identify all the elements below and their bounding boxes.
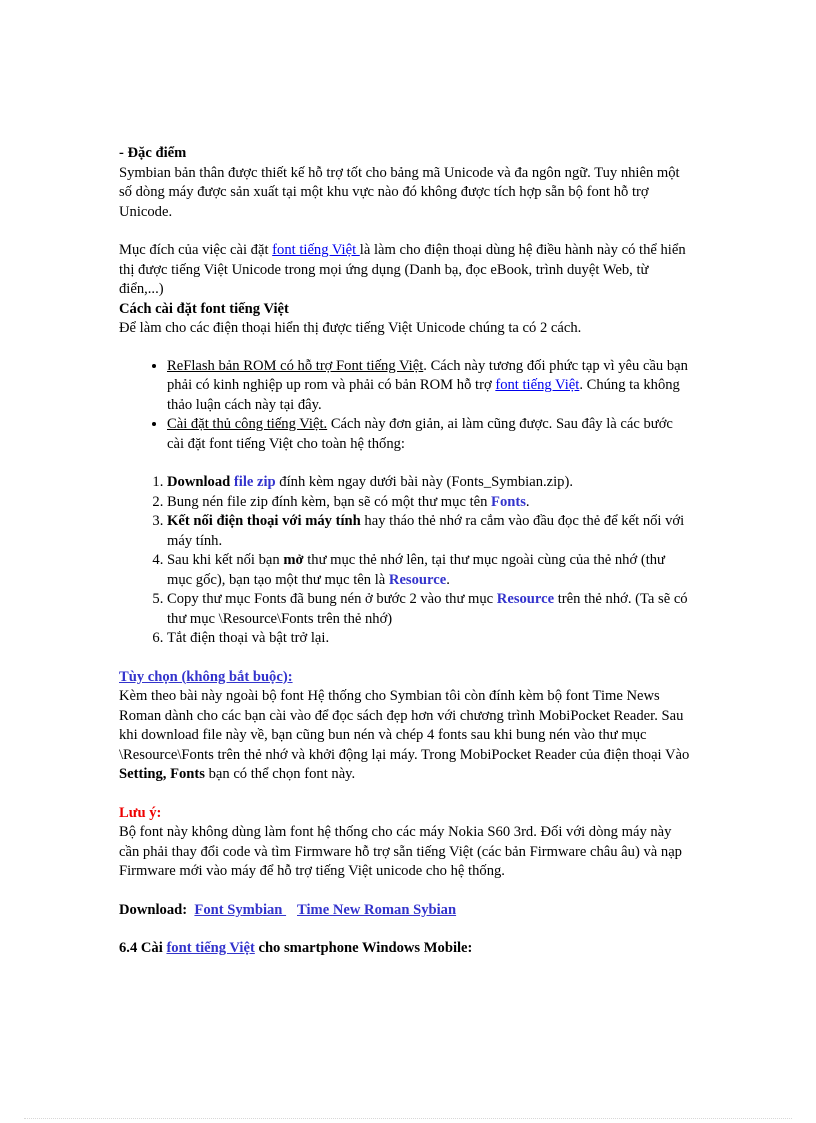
list-item: 1. Download file zip đính kèm ngay dưới bài này (Fonts_Symbian.zip).: [167, 473, 691, 493]
tuy-chon-paragraph: Kèm theo bài này ngoài bộ font Hệ thống cho Symbian tôi còn đính kèm bộ font Time News Roman dành cho các bạn cài vào để đọc sách đẹp hơn với chương trình MobiPocket Reader. Sau khi download file này về, bạn cũng bun nén và chép 4 fonts sau khi bung nén vào thư mục \Resource\Fonts trên thẻ nhớ và khởi động lại máy. Trong MobiPocket Reader của điện thoại Vào Setting, Fonts bạn có thể chọn font này.: [119, 688, 690, 782]
section-6-4-heading: 6.4 Cài font tiếng Việt cho smartphone Windows Mobile:: [119, 940, 473, 956]
list-item: 2. Bung nén file zip đính kèm, bạn sẽ có một thư mục tên Fonts.: [167, 493, 691, 513]
font-tieng-viet-link[interactable]: font tiếng Việt: [166, 940, 255, 956]
resource-link[interactable]: Resource: [388, 571, 447, 588]
list-item: • Cài đặt thủ công tiếng Việt. Cách này đơn giản, ai làm cũng được. Sau đây là các bước cài đặt font tiếng Việt cho toàn hệ thống:: [167, 415, 691, 454]
document-body: [119, 144, 691, 959]
time-new-roman-download-link[interactable]: Time New Roman Sybian: [297, 901, 457, 918]
luu-y-paragraph: Bộ font này không dùng làm font hệ thống cho các máy Nokia S60 3rd. Đối với dòng máy này cần phải thay đổi code và tìm Firmware hỗ trợ sẵn tiếng Việt (các bản Firmware châu âu) và nạp Firmware mới vào máy để hỗ trợ tiếng Việt unicode cho hệ thống.: [119, 824, 682, 879]
dac-diem-heading: - Đặc điểm: [119, 145, 187, 161]
list-item: • ReFlash bản ROM có hỗ trợ Font tiếng Việt. Cách này tương đối phức tạp vì yêu cầu bạn phải có kinh nghiệp up rom và phải có bản ROM hỗ trợ font tiếng Việt. Chúng ta không thảo luận cách này tại đây.: [167, 357, 691, 416]
list-item: 3. Kết nối điện thoại với máy tính hay tháo thẻ nhớ ra cắm vào đầu đọc thẻ để kết nối với máy tính.: [167, 512, 691, 551]
list-item: 5. Copy thư mục Fonts đã bung nén ở bước 2 vào thư mục Resource trên thẻ nhớ. (Ta sẽ có thư mục \Resource\Fonts trên thẻ nhớ): [167, 590, 691, 629]
muc-dich-paragraph: Mục đích của việc cài đặt font tiếng Việt là làm cho điện thoại dùng hệ điều hành này có thể hiển thị được tiếng Việt Unicode trong mọi ứng dụng (Danh bạ, đọc eBook, trình duyệt Web, từ điển,...): [119, 242, 686, 297]
font-symbian-download-link[interactable]: Font Symbian: [194, 901, 287, 918]
luu-y-heading: Lưu ý:: [119, 804, 162, 821]
font-tieng-viet-link[interactable]: font tiếng Việt: [272, 242, 360, 258]
manual-install-title: Cài đặt thủ công tiếng Việt.: [167, 416, 328, 432]
list-item: 4. Sau khi kết nối bạn mở thư mục thẻ nhớ lên, tại thư mục ngoài cùng của thẻ nhớ (thư mục gốc), bạn tạo một thư mục tên là Resource.: [167, 551, 691, 590]
font-tieng-viet-link[interactable]: font tiếng Việt: [495, 377, 580, 393]
reflash-title: ReFlash bản ROM có hỗ trợ Font tiếng Việt: [167, 357, 424, 374]
cach-cai-dat-heading: Cách cài đặt font tiếng Việt: [119, 300, 289, 317]
download-line: Download: Font Symbian Time New Roman Sybian: [119, 901, 457, 918]
fonts-link[interactable]: Fonts: [491, 493, 526, 510]
tuy-chon-heading: [119, 668, 691, 688]
file-zip-link[interactable]: file zip: [233, 474, 276, 490]
dac-diem-paragraph: Symbian bản thân được thiết kế hỗ trợ tốt cho bảng mã Unicode và đa ngôn ngữ. Tuy nhiên một số dòng máy được sản xuất tại một khu vực nào đó không được tích hợp sẵn bộ font hỗ trợ Unicode.: [119, 164, 680, 220]
resource-link[interactable]: Resource: [496, 591, 555, 607]
page-bottom-divider: [24, 1118, 792, 1119]
install-steps-list: [119, 473, 691, 649]
tuy-chon-link[interactable]: Tùy chọn (không bắt buộc):: [119, 668, 293, 685]
install-methods-list: [119, 357, 691, 455]
cach-cai-dat-intro: Để làm cho các điện thoại hiển thị được tiếng Việt Unicode chúng ta có 2 cách.: [119, 320, 582, 336]
list-item: 6. Tắt điện thoại và bật trở lại.: [167, 629, 691, 649]
